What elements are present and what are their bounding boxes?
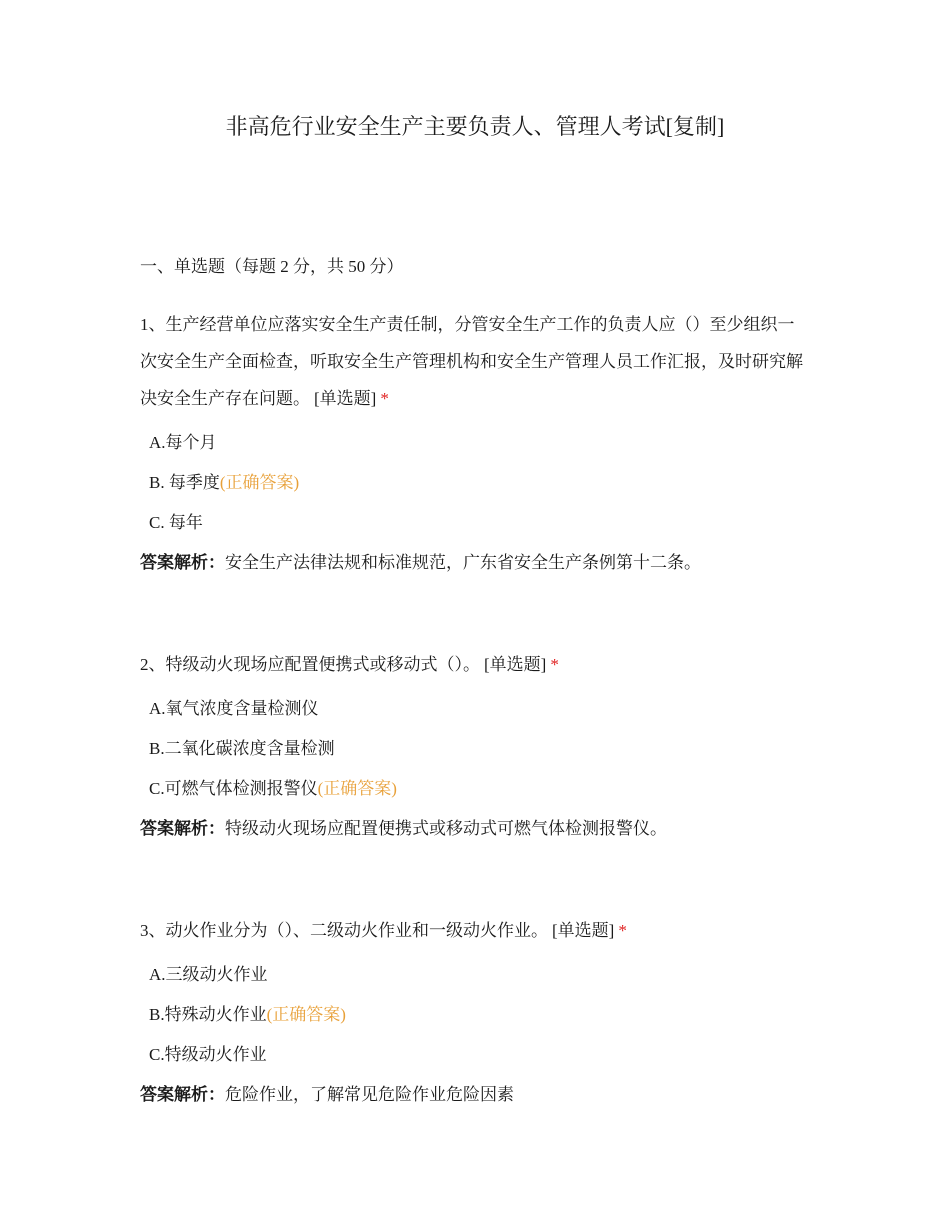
option-c[interactable]	[140, 1035, 810, 1075]
option-b[interactable]	[140, 463, 810, 503]
option-label: B.二氧化碳浓度含量检测	[149, 739, 335, 758]
option-label: B.特殊动火作业	[149, 1005, 267, 1024]
option-a[interactable]	[140, 423, 810, 463]
correct-answer-tag: (正确答案)	[219, 473, 300, 492]
option-label: A.每个月	[149, 433, 217, 452]
answer-analysis	[140, 1075, 810, 1115]
answer-analysis	[140, 809, 810, 849]
question-1	[140, 306, 810, 583]
option-c[interactable]	[140, 503, 810, 543]
question-type-tag: [单选题]	[484, 655, 547, 674]
correct-answer-tag: (正确答案)	[266, 1005, 346, 1024]
question-stem	[140, 306, 810, 417]
required-mark: *	[550, 655, 559, 674]
option-label: B. 每季度	[149, 473, 220, 492]
question-type-tag: [单选题]	[314, 389, 377, 408]
option-a[interactable]	[140, 955, 810, 995]
option-label: A.三级动火作业	[149, 965, 268, 984]
page-title: 非高危行业安全生产主要负责人、管理人考试[复制]	[225, 114, 725, 139]
option-list	[140, 955, 810, 1075]
option-b[interactable]	[140, 995, 810, 1035]
analysis-label: 答案解析：	[140, 1085, 225, 1104]
section-heading: 一、单选题（每题 2 分，共 50 分）	[140, 257, 404, 276]
analysis-text: 危险作业，了解常见危险作业危险因素	[225, 1085, 514, 1104]
question-type-tag: [单选题]	[552, 921, 615, 940]
required-mark: *	[618, 921, 627, 940]
required-mark: *	[380, 389, 389, 408]
option-label: A.氧气浓度含量检测仪	[149, 699, 319, 718]
question-3	[140, 912, 810, 1115]
question-stem-text: 2、特级动火现场应配置便携式或移动式（）。	[140, 655, 480, 674]
question-2	[140, 646, 810, 849]
correct-answer-tag: (正确答案)	[317, 779, 397, 798]
option-list	[140, 689, 810, 809]
question-stem-text: 3、动火作业分为（）、二级动火作业和一级动火作业。	[140, 921, 548, 940]
option-b[interactable]	[140, 729, 810, 769]
option-label: C. 每年	[149, 513, 203, 532]
analysis-label: 答案解析：	[140, 819, 225, 838]
analysis-text: 特级动火现场应配置便携式或移动式可燃气体检测报警仪。	[225, 819, 667, 838]
option-c[interactable]	[140, 769, 810, 809]
option-a[interactable]	[140, 689, 810, 729]
analysis-text: 安全生产法律法规和标准规范，广东省安全生产条例第十二条。	[225, 553, 701, 572]
question-stem	[140, 646, 810, 683]
option-label: C.特级动火作业	[149, 1045, 267, 1064]
answer-analysis	[140, 543, 810, 583]
analysis-label: 答案解析：	[140, 553, 225, 572]
option-list	[140, 423, 810, 543]
question-stem-text: 1、生产经营单位应落实安全生产责任制，分管安全生产工作的负责人应（）至少组织一次安全生产全面检查，听取安全生产管理机构和安全生产管理人员工作汇报，及时研究解决安全生产存在问题。	[140, 315, 803, 408]
option-label: C.可燃气体检测报警仪	[149, 779, 318, 798]
question-stem	[140, 912, 810, 949]
